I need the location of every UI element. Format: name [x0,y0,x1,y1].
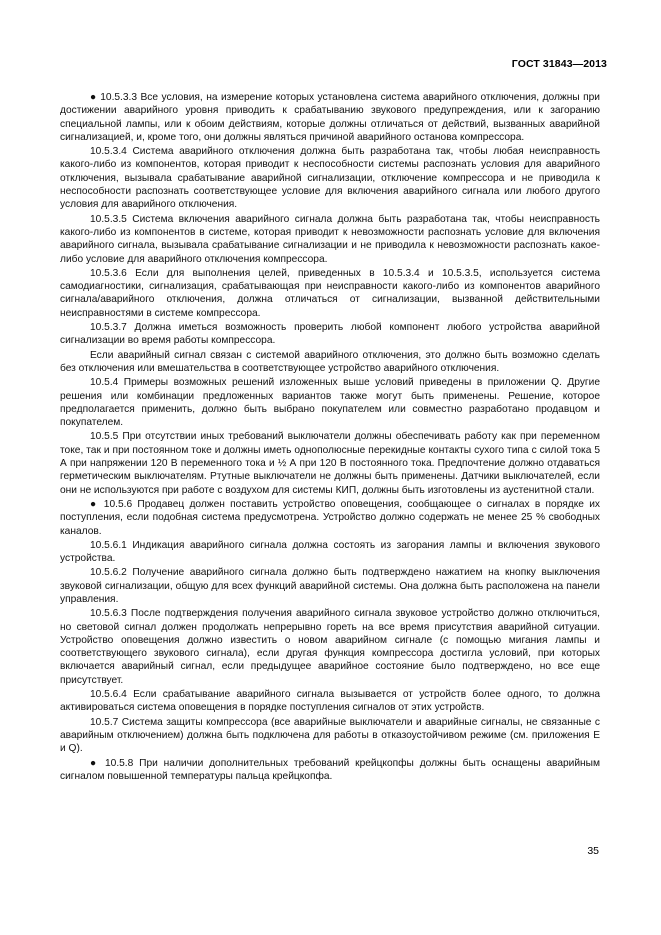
paragraph-10-5-6-2: 10.5.6.2 Получение аварийного сигнала должно быть подтверждено нажатием на кнопку выключения звуковой сигнализации, общую для всех функций аварийной системы. Она должна быть расположена на панели управления. [60,567,600,605]
paragraph-10-5-3-5: 10.5.3.5 Система включения аварийного сигнала должна быть разработана так, чтобы неисправность какого-либо из компонентов в системе, которая приводит к невозможности распознать условие для включения аварийного сигнала, вызывала срабатывание сигнализации и не приводила к невозможности распознать какое-либо условие для аварийного отключения компрессора. [60,213,600,265]
document-body [60,91,600,784]
paragraph-10-5-6: ● 10.5.6 Продавец должен поставить устройство оповещения, сообщающее о сигналах в порядке их поступления, если подобная система предусмотрена. Устройство должно содержать не менее 25 % свободных каналов. [60,498,600,537]
paragraph-10-5-7: 10.5.7 Система защиты компрессора (все аварийные выключатели и аварийные сигналы, не связанные с аварийным отключением) должна быть подключена для работы в отказоустойчивом режиме (см. приложения Е и Q). [60,716,600,755]
paragraph-10-5-3-3: ● 10.5.3.3 Все условия, на измерение которых установлена система аварийного отключения, должны при достижении аварийного уровня приводить к срабатыванию звукового предупреждения, или к загоранию специальной лампы, или к обоим действиям, которые должны отличаться от действий, вызванных аварийной сигнализацией, и, кроме того, они должны являться причиной аварийного останова компрессора. [60,92,600,143]
paragraph-10-5-4: 10.5.4 Примеры возможных решений изложенных выше условий приведены в приложении Q. Другие решения или комбинации предложенных вариантов также могут быть применены. Решение, которое предполагается применить, должно быть выбрано покупателем или совместно разработано продавцом и покупателем. [60,377,600,429]
paragraph-10-5-5: 10.5.5 При отсутствии иных требований выключатели должны обеспечивать работу как при переменном токе, так и при постоянном токе и должны иметь однополюсные перекидные контакты сухого типа с силой тока 5 А при напряжении 120 В переменного тока и ½ А при 120 В постоянного тока. Предпочтение должно отдаваться герметическим выключателям. Ртутные выключатели не должны быть применены. Датчики выключателей, если они не используются при работе с воздухом для системы КИП, должны быть изготовлены из аустенитной стали. [60,431,600,496]
paragraph-10-5-6-4: 10.5.6.4 Если срабатывание аварийного сигнала вызывается от устройств более одного, то должна активироваться система оповещения в порядке поступления сигналов от этих устройств. [60,689,600,714]
paragraph-10-5-8: ● 10.5.8 При наличии дополнительных требований крейцкопфы должны быть оснащены аварийным сигналом повышенной температуры пальца крейцкопфа. [60,757,600,782]
paragraph-10-5-3-7: 10.5.3.7 Должна иметься возможность проверить любой компонент любого устройства аварийной сигнализации во время работы компрессора. [60,322,600,347]
standard-header: ГОСТ 31843—2013 [511,58,607,70]
paragraph-10-5-3-6: 10.5.3.6 Если для выполнения целей, приведенных в 10.5.3.4 и 10.5.3.5, используется система самодиагностики, сигнализация, срабатывающая при неисправности какого-либо из компонентов аварийного сигнала/аварийного отключения, должна отличаться от сигнализации, вызванной действительными неисправностями в системе компрессора. [60,267,600,319]
paragraph-alarm-shutdown-note: Если аварийный сигнал связан с системой аварийного отключения, это должно быть возможно сделать без отключения или вмешательства в соответствующее устройство аварийного отключения. [60,349,600,374]
paragraph-10-5-3-4: 10.5.3.4 Система аварийного отключения должна быть разработана так, чтобы любая неисправность какого-либо из компонентов, которая приводит к неспособности системы распознать условия для аварийного отключения, вызывала срабатывание аварийной сигнализации, отключение компрессора и не приводила к неспособности распознать соответствующее условие для включения аварийного сигнала или любого другого условия для аварийного отключения. [60,146,600,211]
paragraph-10-5-6-3: 10.5.6.3 После подтверждения получения аварийного сигнала звуковое устройство должно отключиться, но световой сигнал должен продолжать непрерывно гореть на все время присутствия аварийной ситуации. Устройство оповещения должно известить о новом аварийном сигнале (с помощью мигания лампы и соответствующего звукового сигнала), если другая функция компрессора достигла условий, при которых включается аварийный сигнал, если предыдущее аварийное состояние было подтверждено, но все еще присутствует. [60,608,600,686]
paragraph-10-5-6-1: 10.5.6.1 Индикация аварийного сигнала должна состоять из загорания лампы и включения звукового устройства. [60,539,600,565]
page-number: 35 [587,845,599,857]
